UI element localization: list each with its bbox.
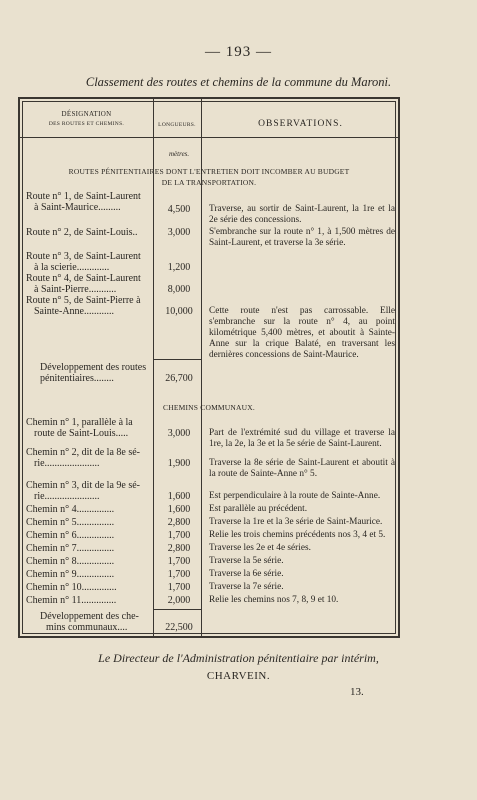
route-2-name: Route n° 2, de Saint-Louis..: [26, 227, 138, 238]
chemin-6-name: Chemin n° 6...............: [26, 530, 115, 541]
route-name-line: Route n° 4, de Saint-Laurent: [26, 273, 141, 284]
route-name-line: Route n° 5, de Saint-Pierre à: [26, 295, 141, 306]
chemin-8-observation: Traverse la 5e série.: [209, 556, 284, 566]
chemin-2-length: 1,900: [167, 458, 191, 469]
classification-table: [18, 97, 400, 638]
route-5-length: 10,000: [165, 306, 193, 317]
header-designation: [24, 109, 149, 129]
route-3-length: 1,200: [167, 262, 191, 273]
chemins-total-line: mins communaux....: [46, 622, 128, 634]
route-name-line: à la scierie.............: [34, 262, 110, 274]
chemin-name-line: Chemin n° 2, dit de la 8e sé-: [26, 447, 140, 458]
chemin-3-observation: Est perpendiculaire à la route de Sainte-Anne.: [209, 491, 381, 501]
chemin-7-name: Chemin n° 7...............: [26, 543, 115, 554]
chemin-5-length: 2,800: [167, 517, 191, 528]
header-designation-line1: DÉSIGNATION: [61, 110, 112, 118]
chemin-11-name: Chemin n° 11..............: [26, 595, 117, 606]
chemin-5-observation: Traverse la 1re et la 3e série de Saint-Maurice.: [209, 517, 383, 527]
chemin-6-observation: Relie les trois chemins précédents nos 3, 4 et 5.: [209, 530, 386, 540]
unit-label: mètres.: [169, 150, 190, 158]
chemin-9-name: Chemin n° 9...............: [26, 569, 115, 580]
chemin-9-observation: Traverse la 6e série.: [209, 569, 284, 579]
route-5-name: [26, 295, 158, 317]
chemin-4-observation: Est parallèle au précédent.: [209, 504, 308, 514]
chemin-4-name: Chemin n° 4...............: [26, 504, 115, 515]
route-name-line: Route n° 1, de Saint-Laurent: [26, 191, 141, 202]
route-3-name: [26, 251, 158, 273]
chemin-1-name: [26, 417, 158, 439]
chemin-7-length: 2,800: [167, 543, 191, 554]
routes-total-line: pénitentiaires........: [40, 373, 114, 385]
chemins-total-label: [26, 611, 158, 633]
chemin-6-length: 1,700: [167, 530, 191, 541]
signer-name: CHARVEIN.: [206, 670, 271, 682]
route-4-length: 8,000: [167, 284, 191, 295]
header-designation-line2: DES ROUTES ET CHEMINS.: [48, 121, 125, 127]
section-routes-penitentiaires: [20, 166, 398, 188]
route-1-name: [26, 191, 158, 213]
chemin-name-line: Chemin n° 3, dit de la 9e sé-: [26, 480, 140, 491]
route-1-length: 4,500: [167, 204, 191, 215]
chemin-7-observation: Traverse les 2e et 4e séries.: [209, 543, 311, 553]
header-divider: [20, 137, 398, 138]
chemin-4-length: 1,600: [167, 504, 191, 515]
route-name-line: Sainte-Anne............: [34, 306, 114, 318]
route-2-length: 3,000: [167, 227, 191, 238]
chemin-10-length: 1,700: [167, 582, 191, 593]
header-longueurs: LONGUEURS.: [158, 122, 196, 128]
total-rule: [153, 359, 201, 360]
chemin-name-line: route de Saint-Louis.....: [34, 428, 129, 440]
chemin-5-name: Chemin n° 5...............: [26, 517, 115, 528]
chemin-name-line: rie......................: [34, 491, 100, 503]
section1-line2: DE LA TRANSPORTATION.: [161, 178, 257, 187]
route-2-observation: S'embranche sur la route n° 1, à 1,500 mètres de Saint-Laurent, et traverse la 3e série.: [209, 227, 395, 248]
chemin-1-length: 3,000: [167, 428, 191, 439]
chemin-1-observation: Part de l'extrémité sud du village et traverse la 1re, la 2e, la 3e et la 5e série de Saint-Laurent.: [209, 428, 395, 449]
page-title: Classement des routes et chemins de la commune du Maroni.: [85, 75, 392, 89]
route-name-line: Route n° 3, de Saint-Laurent: [26, 251, 141, 262]
chemin-10-observation: Traverse la 7e série.: [209, 582, 284, 592]
route-1-observation: Traverse, au sortir de Saint-Laurent, la 1re et la 2e série des concessions.: [209, 204, 395, 225]
routes-total-label: [26, 362, 158, 384]
total-rule: [153, 609, 201, 610]
chemin-name-line: Chemin n° 1, parallèle à la: [26, 417, 133, 428]
page-number: — 193 —: [205, 44, 272, 60]
chemin-10-name: Chemin n° 10..............: [26, 582, 117, 593]
section-chemins-communaux: CHEMINS COMMUNAUX.: [163, 403, 255, 412]
section1-line1: ROUTES PÉNITENTIAIRES DONT L'ENTRETIEN DOIT INCOMBER AU BUDGET: [68, 167, 350, 176]
route-4-name: [26, 273, 158, 295]
route-name-line: à Saint-Pierre...........: [34, 284, 117, 296]
chemin-8-length: 1,700: [167, 556, 191, 567]
chemin-11-length: 2,000: [167, 595, 191, 606]
chemin-2-name: [26, 447, 158, 469]
chemin-8-name: Chemin n° 8...............: [26, 556, 115, 567]
signature-line: Le Directeur de l'Administration pénitentiaire par intérim,: [98, 651, 379, 665]
sheet-number: 13.: [350, 686, 364, 698]
chemin-name-line: rie......................: [34, 458, 100, 470]
chemin-3-length: 1,600: [167, 491, 191, 502]
routes-total-length: 26,700: [165, 373, 193, 384]
chemin-2-observation: Traverse la 8e série de Saint-Laurent et aboutit à la route de Sainte-Anne n° 5.: [209, 458, 395, 479]
chemin-11-observation: Relie les chemins nos 7, 8, 9 et 10.: [209, 595, 339, 605]
chemins-total-length: 22,500: [165, 622, 193, 633]
chemin-9-length: 1,700: [167, 569, 191, 580]
routes-total-line: Développement des routes: [40, 362, 147, 373]
chemin-3-name: [26, 480, 158, 502]
route-name-line: à Saint-Maurice.........: [34, 202, 121, 214]
route-5-observation: Cette route n'est pas carrossable. Elle s'embranche sur la route n° 4, au point kilométrique 5,400 mètres, et aboutit à Sainte-Anne sur la crique Balaté, en traversant les dernières concessions de Saint-Maurice.: [209, 306, 395, 360]
header-observations: OBSERVATIONS.: [258, 119, 343, 129]
chemins-total-line: Développement des che-: [40, 611, 139, 622]
